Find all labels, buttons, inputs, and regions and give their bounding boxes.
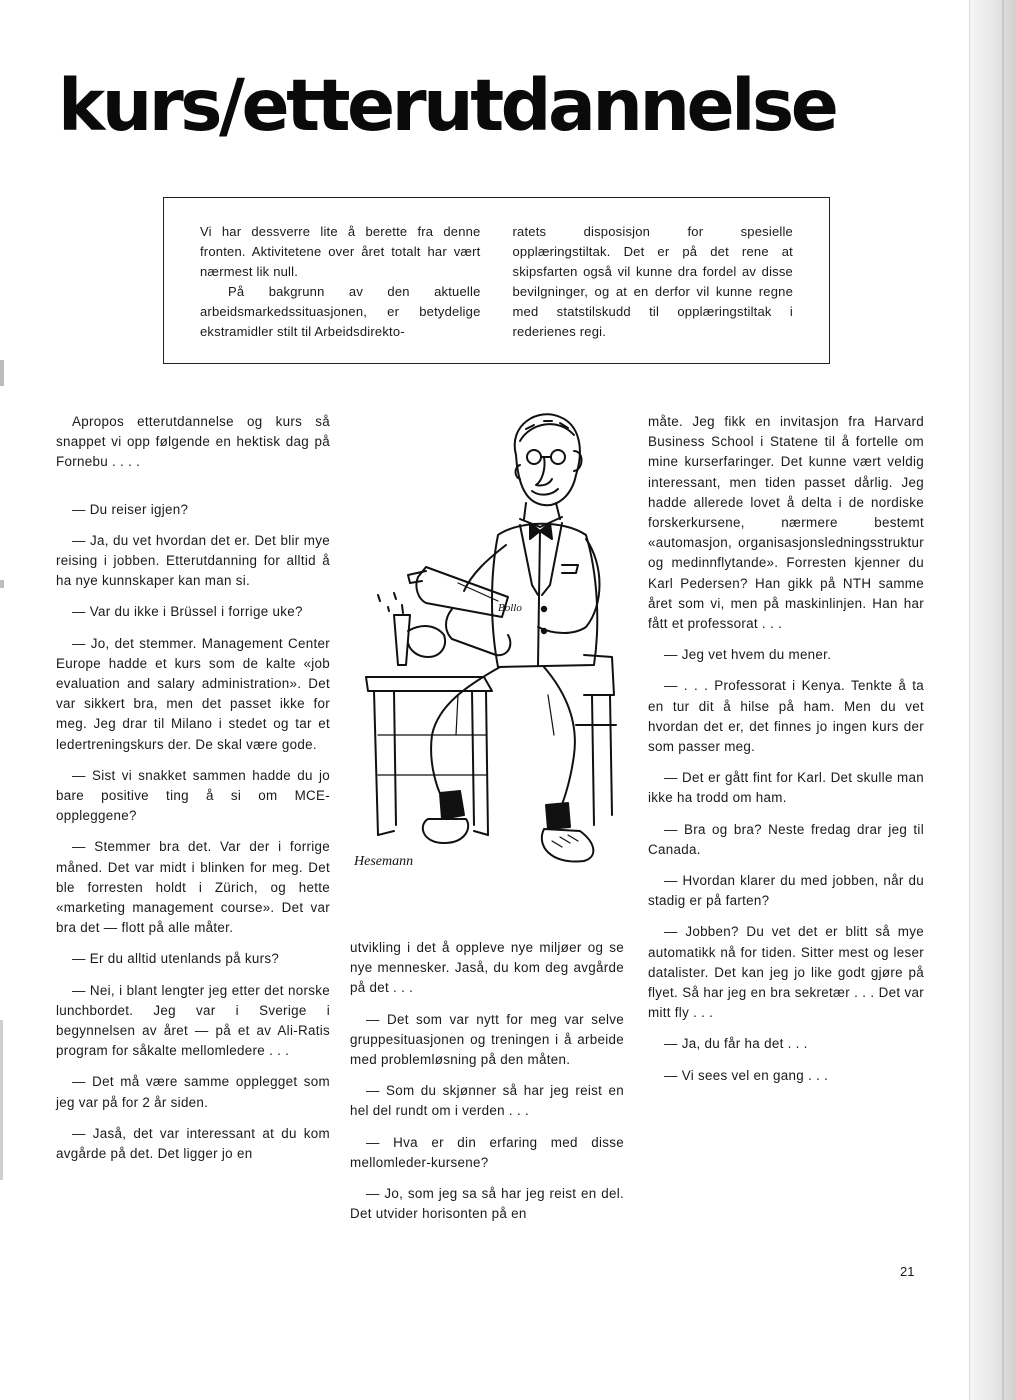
intro-box xyxy=(163,197,830,364)
intro-paragraph: ratets disposisjon for spesielle opplæringstiltak. Det er på det rene at skipsfarten også vil kunne dra fordel av disse bevilgninger, og at en derfor vil kunne regne med statstilskudd til opplæringstiltak i rederienes regi. xyxy=(512,224,793,339)
binding-mark xyxy=(0,1020,3,1180)
binding-mark xyxy=(0,580,4,588)
article-paragraph: — Du reiser igjen? xyxy=(72,501,189,517)
article-paragraph: — Er du alltid utenlands på kurs? xyxy=(72,951,280,967)
article-paragraph: — Ja, du vet hvordan det er. Det blir mye reising i jobben. Etterutdanning for alltid å ha nye kunnskaper kan man si. xyxy=(56,532,330,589)
cartoon-man-icon xyxy=(348,395,634,875)
cartoon-illustration xyxy=(348,395,634,875)
intro-column-1 xyxy=(200,222,481,363)
article-paragraph: — Det er gått fint for Karl. Det skulle man ikke ha trodd om ham. xyxy=(648,770,924,806)
page-title: kurs/etterutdannelse xyxy=(58,64,836,147)
article-paragraph: — Stemmer bra det. Var der i forrige måned. Det var midt i blinken for meg. Det ble forresten holdt i Zürich, og hette «marketing management course». Det var bra det — flott på alle måter. xyxy=(56,839,330,936)
article-paragraph: — Hva er din erfaring med disse mellomleder-kursene? xyxy=(350,1134,624,1170)
article-paragraph: — Jeg vet hvem du mener. xyxy=(664,647,832,663)
article-paragraph: — Det må være samme opplegget som jeg var på for 2 år siden. xyxy=(56,1074,330,1110)
article-paragraph: — Var du ikke i Brüssel i forrige uke? xyxy=(72,604,303,620)
article-paragraph: — Jobben? Du vet det er blitt så mye automatikk nå for tiden. Sitter mest og leser datalister. Det kan jeg jo like godt gjøre på flyet. Så har jeg en bra sekretær . . . Det var mitt fly . . . xyxy=(648,924,924,1021)
page-edge xyxy=(969,0,1016,1400)
intro-paragraph: Vi har dessverre lite å berette fra denne fronten. Aktivitetene over året totalt har vært nærmest lik null. xyxy=(200,224,481,279)
intro-column-2 xyxy=(513,222,794,363)
article-column-right xyxy=(648,412,924,1097)
article-column-middle xyxy=(350,938,624,1235)
article-column-left xyxy=(56,412,330,1175)
article-paragraph: — Det som var nytt for meg var selve gruppesituasjonen og treningen i å arbeide med problemløsning på den måten. xyxy=(350,1011,624,1068)
article-paragraph: — Bra og bra? Neste fredag drar jeg til Canada. xyxy=(648,821,924,857)
artist-signature: Hesemann xyxy=(354,854,414,869)
article-paragraph: Apropos etterutdannelse og kurs så snappet vi opp følgende en hektisk dag på Fornebu . . . . xyxy=(56,414,330,470)
page-number: 21 xyxy=(900,1264,915,1279)
article-paragraph: — Ja, du får ha det . . . xyxy=(664,1036,808,1052)
binding-mark xyxy=(0,360,4,386)
article-paragraph: — Sist vi snakket sammen hadde du jo bare positive ting å si om MCE-oppleggene? xyxy=(56,767,330,824)
article-paragraph: — Jo, som jeg sa så har jeg reist en del. Det utvider horisonten på en xyxy=(350,1186,624,1222)
article-paragraph: — Jaså, det var interessant at du kom avgårde på det. Det ligger jo en xyxy=(56,1125,330,1162)
article-paragraph: — . . . Professorat i Kenya. Tenkte å ta en tur dit å hilse på ham. Men du vet hvordan det er, det finnes jo ingen kurs der som passer meg. xyxy=(648,678,924,755)
article-paragraph: — Jo, det stemmer. Management Center Europe hadde et kurs som de kalte «job evaluation and salary administration». Det var sikkert bra, men det passet ikke for meg. Jeg drar til Milano i stedet og tar et ledertreningskurs der. De skal være gode. xyxy=(56,635,330,752)
article-paragraph: utvikling i det å oppleve nye miljøer og se nye mennesker. Jaså, du kom deg avgårde på det . . . xyxy=(350,940,624,996)
article-paragraph: — Vi sees vel en gang . . . xyxy=(664,1067,829,1083)
intro-paragraph: På bakgrunn av den aktuelle arbeidsmarkedssituasjonen, er betydelige ekstramidler stilt til Arbeidsdirekto- xyxy=(200,284,481,339)
article-paragraph: — Nei, i blant lengter jeg etter det norske lunchbordet. Jeg var i Sverige i begynnelsen av året — på et av Ali-Ratis program for såkalte mellomledere . . . xyxy=(56,982,330,1059)
article-paragraph: — Hvordan klarer du med jobben, når du stadig er på farten? xyxy=(648,873,924,909)
article-paragraph: måte. Jeg fikk en invitasjon fra Harvard Business School i Statene til å fortelle om mine kurserfaringer. Det kunne vært veldig interessant, men tiden passet dårlig. Jeg hadde allerede lovet å delta i de nordiske forskerkursene, nærmere bestemt «automasjon, organisasjonsledningsstruktur og medinnflytande». Forresten kjenner du Karl Pedersen? Han gikk på NTH samme året som vi, men på maskinlinjen. Han har fått et professorat . . . xyxy=(648,414,924,632)
bottle-label: Bollo xyxy=(498,602,522,614)
article-paragraph: — Som du skjønner så har jeg reist en hel del rundt om i verden . . . xyxy=(350,1083,624,1119)
page-edge-line xyxy=(1002,0,1004,1400)
